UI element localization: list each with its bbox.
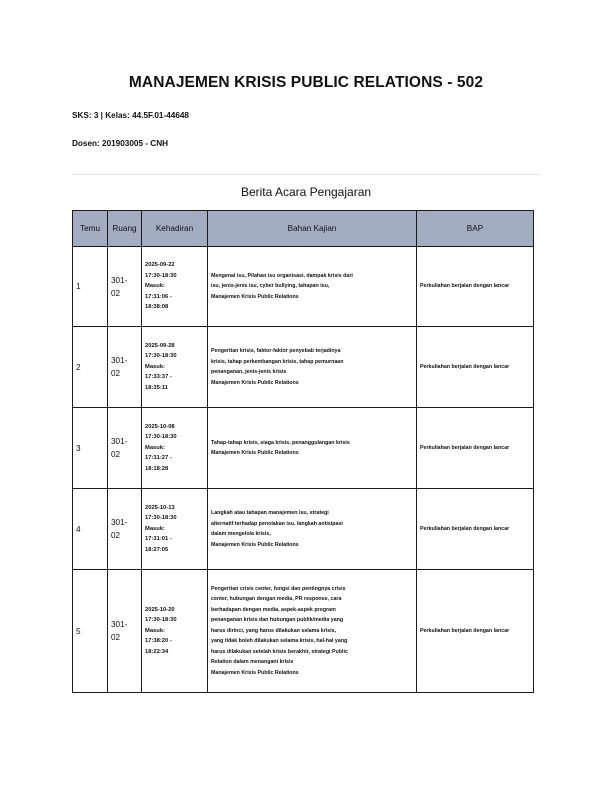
table-row (73, 408, 534, 489)
sks-class-info: SKS: 3 | Kelas: 44.5F.01-44648 (72, 111, 189, 120)
bap-note: Perkuliahan berjalan dengan lancar (420, 283, 510, 290)
attendance-line: 18:22:34 (145, 648, 169, 655)
attendance-cell (142, 408, 208, 489)
meeting-number: 5 (73, 570, 108, 693)
room-cell (108, 247, 142, 327)
study-material-line: Manajemen Krisis Public Relations (211, 379, 299, 386)
room-line: 301- (111, 437, 128, 446)
study-material-cell (208, 408, 417, 489)
study-material-line: Langkah atau tahapan manajemen isu, strategi (211, 510, 329, 516)
table-header-row (73, 211, 534, 247)
attendance-cell (142, 489, 208, 570)
study-material-line: yang tidak boleh dilakukan selama krisis, hal-hal yang (211, 638, 348, 645)
room-line: 02 (111, 633, 121, 642)
study-material-line: Pengertian crisis center, fungsi dan pentingnya crisis (211, 585, 346, 592)
attendance-line: 2025-10-20 (145, 606, 175, 613)
teaching-report-table (72, 210, 534, 693)
room-line: 02 (111, 369, 121, 378)
attendance-line: Masuk: (145, 444, 165, 451)
attendance-cell (142, 327, 208, 408)
study-material-line: alternatif terhadap penolakan isu, langkah antisipasi (211, 520, 343, 527)
study-material-line: Manajemen Krisis Public Relations (211, 293, 299, 300)
section-title: Berita Acara Pengajaran (240, 185, 372, 199)
column-header-temu: Temu (73, 211, 108, 247)
study-material-line: isu, jenis-jenis isu, cyber bullying, tahapan isu, (211, 283, 330, 290)
bap-note: Perkuliahan berjalan dengan lancar (420, 525, 510, 532)
attendance-line: 17:31:27 - (145, 455, 172, 462)
study-material-cell (208, 570, 417, 693)
attendance-line: 2025-10-13 (145, 504, 175, 511)
room-line: 301- (111, 275, 128, 285)
table-row (73, 327, 534, 408)
bap-note: Perkuliahan berjalan dengan lancar (420, 627, 510, 634)
meeting-number: 1 (73, 247, 108, 327)
bap-cell (417, 570, 534, 693)
attendance-line: 18:38:08 (145, 304, 169, 311)
bap-cell (417, 489, 534, 570)
attendance-line: 18:35:11 (145, 384, 168, 391)
study-material-line: Mengenal isu, Pilahan isu organisasi, dampak krisis dari (211, 272, 353, 279)
room-line: 02 (111, 288, 121, 298)
study-material-cell (208, 247, 417, 327)
room-cell (108, 408, 142, 489)
table-row (73, 489, 534, 570)
column-header-kehadiran: Kehadiran (142, 211, 208, 247)
attendance-line: 2025-09-22 (145, 262, 175, 269)
attendance-line: 17:30-18:30 (145, 272, 177, 279)
room-line: 301- (111, 620, 128, 629)
attendance-line: Masuk: (145, 627, 165, 634)
study-material-line: Tahap-tahap krisis, siaga krisis, penanggulangan krisis (211, 439, 350, 446)
attendance-line: 2025-09-28 (145, 342, 175, 349)
study-material-line: Manajemen Krisis Public Relations (211, 541, 299, 548)
meeting-number: 2 (73, 327, 108, 408)
study-material-line: dalam mengelola krisis, (211, 531, 271, 537)
attendance-line: 17:30-18:30 (145, 353, 177, 360)
attendance-line: 17:30-18:30 (145, 617, 177, 624)
study-material-line: Pengertian krisis, faktor-faktor penyebab terjadinya (211, 348, 341, 354)
room-line: 02 (111, 450, 121, 459)
study-material-line: penanganan, jenis-jenis krisis (211, 369, 287, 375)
bap-cell (417, 408, 534, 489)
attendance-line: Masuk: (145, 363, 165, 370)
study-material-line: penanganan krisis dan hubungan publik/media yang (211, 617, 344, 624)
attendance-line: 18:27:05 (145, 546, 169, 553)
attendance-line: 18:18:28 (145, 465, 169, 472)
attendance-line: 17:31:01 - (145, 536, 172, 543)
bap-note: Perkuliahan berjalan dengan lancar (420, 444, 510, 451)
attendance-line: 17:33:37 - (145, 374, 172, 381)
attendance-line: 2025-10-08 (145, 423, 175, 430)
study-material-line: center, hubungan dengan media, PR response, cara (211, 596, 342, 603)
bap-cell (417, 247, 534, 327)
column-header-ruang: Ruang (108, 211, 142, 247)
bap-cell (417, 327, 534, 408)
attendance-cell (142, 247, 208, 327)
room-line: 301- (111, 356, 128, 365)
room-line: 301- (111, 518, 128, 527)
attendance-line: 17:31:06 - (145, 293, 172, 300)
attendance-line: Masuk: (145, 283, 165, 290)
study-material-line: Manajemen Krisis Public Relations (211, 669, 299, 676)
meeting-number: 4 (73, 489, 108, 570)
column-header-bap: BAP (417, 211, 534, 247)
divider (72, 174, 541, 175)
study-material-line: harus dilakukan setelah krisis berakhir, strategi Public (211, 648, 348, 655)
study-material-line: Relation dalam menangani krisis (211, 659, 294, 666)
table-row (73, 247, 534, 327)
attendance-line: 17:30-18:30 (145, 515, 177, 522)
study-material-line: krisis, tahap perkembangan krisis, tahap pemurnaan (211, 358, 344, 365)
room-cell (108, 327, 142, 408)
study-material-line: berhadapan dengan media, aspek-aspek program (211, 606, 336, 613)
attendance-line: 17:30-18:30 (145, 434, 177, 441)
bap-note: Perkuliahan berjalan dengan lancar (420, 363, 510, 370)
attendance-line: Masuk: (145, 525, 165, 532)
study-material-line: harus dirinci, yang harus dilakukan selama krisis, (211, 627, 337, 634)
room-line: 02 (111, 531, 121, 540)
study-material-cell (208, 327, 417, 408)
study-material-line: Manajemen Krisis Public Relations (211, 450, 299, 456)
attendance-line: 17:38:20 - (145, 638, 172, 645)
table-row (73, 570, 534, 693)
room-cell (108, 489, 142, 570)
attendance-cell (142, 570, 208, 693)
study-material-cell (208, 489, 417, 570)
room-cell (108, 570, 142, 693)
course-title: MANAJEMEN KRISIS PUBLIC RELATIONS - 502 (128, 74, 484, 91)
column-header-bahan-kajian: Bahan Kajian (208, 211, 417, 247)
meeting-number: 3 (73, 408, 108, 489)
lecturer-info: Dosen: 201903005 - CNH (72, 139, 169, 148)
